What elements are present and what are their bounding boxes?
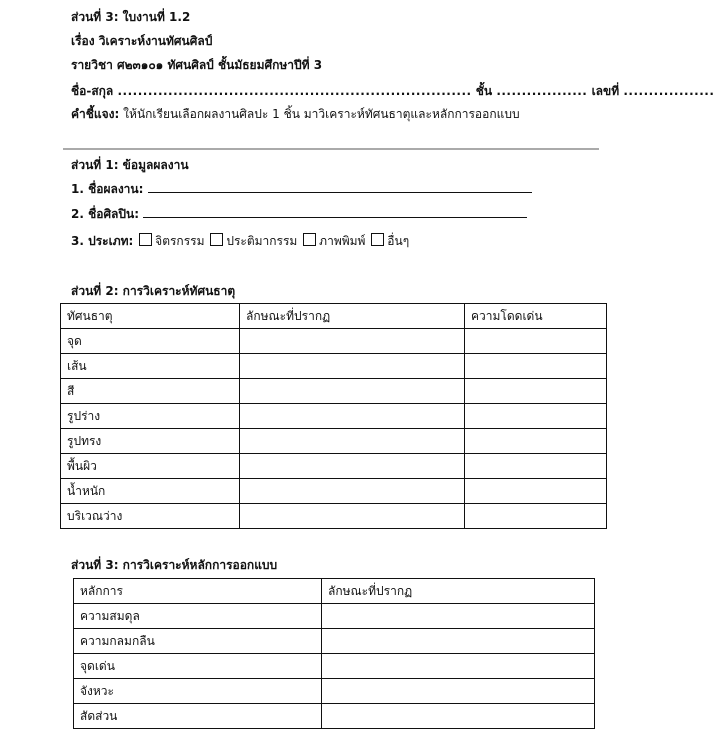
table-header-cell: หลักการ (74, 579, 322, 604)
element-name-cell: พื้นผิว (61, 454, 240, 479)
table-row (61, 504, 607, 529)
table-row (74, 679, 595, 704)
type-label: 3. ประเภท: (71, 234, 134, 248)
appearance-cell[interactable] (322, 679, 595, 704)
table-header-cell: ความโดดเด่น (465, 304, 607, 329)
element-name-cell: สี (61, 379, 240, 404)
prominence-cell[interactable] (465, 429, 607, 454)
artist-field[interactable] (143, 205, 527, 218)
checkbox-sculpture[interactable] (210, 233, 223, 246)
checkbox-print[interactable] (303, 233, 316, 246)
table-row (74, 654, 595, 679)
table-row (61, 429, 607, 454)
grade-field[interactable]: .................. (496, 84, 588, 98)
prominence-cell[interactable] (465, 479, 607, 504)
appearance-cell[interactable] (240, 329, 465, 354)
element-name-cell: เส้น (61, 354, 240, 379)
table-row (74, 604, 595, 629)
table-header-cell: ลักษณะที่ปรากฏ (240, 304, 465, 329)
work-name-row (71, 180, 532, 199)
instruction-text: ให้นักเรียนเลือกผลงานศิลปะ 1 ชิ้น มาวิเคราะห์ทัศนธาตุและหลักการออกแบบ (123, 107, 520, 121)
table-header-row (61, 304, 607, 329)
element-name-cell: จุด (61, 329, 240, 354)
name-label: ชื่อ-สกุล (71, 84, 114, 98)
principle-name-cell: จังหวะ (74, 679, 322, 704)
prominence-cell[interactable] (465, 504, 607, 529)
checkbox-painting[interactable] (139, 233, 152, 246)
design-principles-table (73, 578, 595, 729)
worksheet-part-title: ส่วนที่ 3: ใบงานที่ 1.2 (71, 10, 191, 24)
principle-name-cell: จุดเด่น (74, 654, 322, 679)
principle-name-cell: สัดส่วน (74, 704, 322, 729)
prominence-cell[interactable] (465, 454, 607, 479)
appearance-cell[interactable] (322, 654, 595, 679)
option-print-label: ภาพพิมพ์ (319, 234, 366, 248)
work-name-label: 1. ชื่อผลงาน: (71, 182, 144, 196)
section-divider (63, 148, 599, 150)
instruction-line (71, 105, 520, 124)
appearance-cell[interactable] (240, 504, 465, 529)
table-row (61, 479, 607, 504)
appearance-cell[interactable] (240, 379, 465, 404)
instruction-label: คำชี้แจง: (71, 107, 120, 121)
course-line: รายวิชา ศ๒๓๑๐๑ ทัศนศิลป์ ชั้นมัธยมศึกษาปีที่ 3 (71, 58, 323, 72)
visual-elements-table (60, 303, 607, 529)
appearance-cell[interactable] (240, 354, 465, 379)
checkbox-other[interactable] (371, 233, 384, 246)
prominence-cell[interactable] (465, 404, 607, 429)
type-row (71, 232, 409, 251)
principle-name-cell: ความกลมกลืน (74, 629, 322, 654)
appearance-cell[interactable] (240, 454, 465, 479)
number-label: เลขที่ (591, 84, 620, 98)
artist-label: 2. ชื่อศิลปิน: (71, 207, 140, 221)
element-name-cell: น้ำหนัก (61, 479, 240, 504)
work-name-field[interactable] (148, 180, 532, 193)
appearance-cell[interactable] (322, 604, 595, 629)
section2-title: ส่วนที่ 2: การวิเคราะห์ทัศนธาตุ (71, 284, 236, 298)
option-other-label: อื่นๆ (387, 234, 410, 248)
section1-title: ส่วนที่ 1: ข้อมูลผลงาน (71, 158, 189, 172)
option-sculpture-label: ประติมากรรม (226, 234, 298, 248)
appearance-cell[interactable] (322, 629, 595, 654)
number-field[interactable]: .................. (623, 84, 714, 98)
worksheet-subject-title: เรื่อง วิเคราะห์งานทัศนศิลป์ (71, 34, 213, 48)
element-name-cell: บริเวณว่าง (61, 504, 240, 529)
table-header-row (74, 579, 595, 604)
table-row (61, 379, 607, 404)
section3-title: ส่วนที่ 3: การวิเคราะห์หลักการออกแบบ (71, 558, 278, 572)
table-row (74, 629, 595, 654)
table-row (61, 404, 607, 429)
appearance-cell[interactable] (240, 404, 465, 429)
artist-row (71, 205, 527, 224)
element-name-cell: รูปทรง (61, 429, 240, 454)
prominence-cell[interactable] (465, 329, 607, 354)
table-row (61, 354, 607, 379)
option-painting-label: จิตรกรรม (155, 234, 205, 248)
table-header-cell: ลักษณะที่ปรากฏ (322, 579, 595, 604)
element-name-cell: รูปร่าง (61, 404, 240, 429)
prominence-cell[interactable] (465, 379, 607, 404)
table-header-cell: ทัศนธาตุ (61, 304, 240, 329)
appearance-cell[interactable] (240, 479, 465, 504)
name-field[interactable]: ...................................................................... (117, 84, 472, 98)
appearance-cell[interactable] (322, 704, 595, 729)
appearance-cell[interactable] (240, 429, 465, 454)
principle-name-cell: ความสมดุล (74, 604, 322, 629)
table-row (61, 454, 607, 479)
table-row (61, 329, 607, 354)
student-info-line (71, 82, 714, 101)
grade-label: ชั้น (475, 84, 493, 98)
table-row (74, 704, 595, 729)
prominence-cell[interactable] (465, 354, 607, 379)
